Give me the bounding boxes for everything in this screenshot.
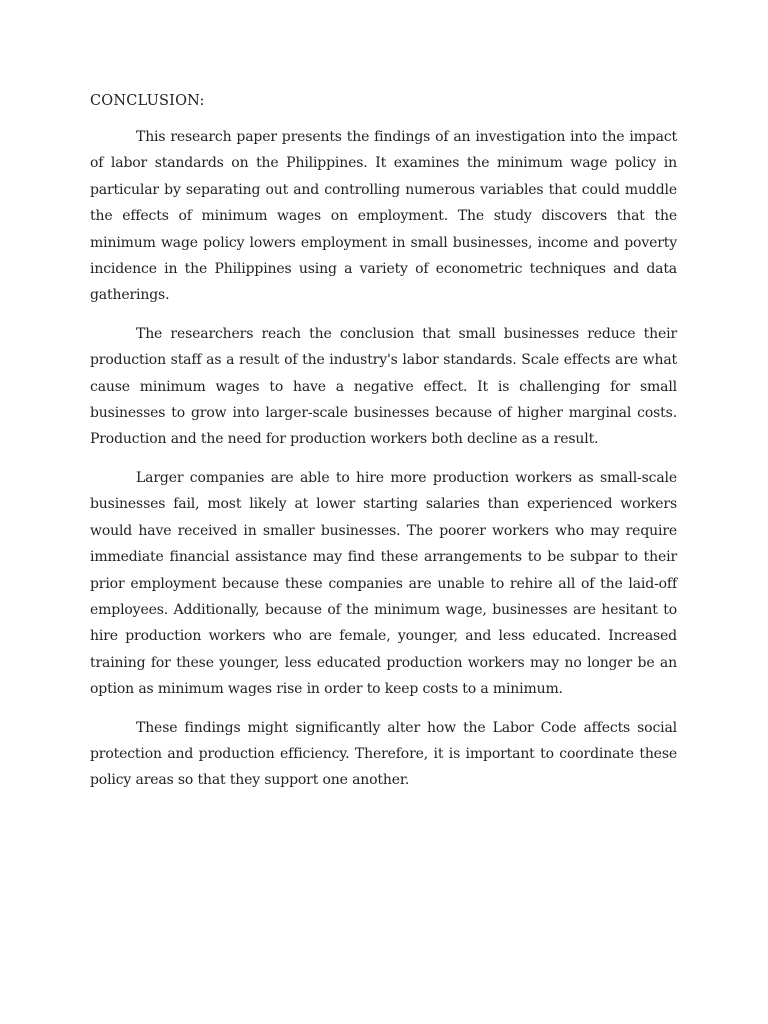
paragraph-4: These findings might significantly alter how the Labor Code affects social protection and production efficiency. Therefore, it is important to coordinate these policy areas so that they support one another. <box>90 719 677 789</box>
paragraph-1: This research paper presents the findings of an investigation into the impact of labor standards on the Philippines. It examines the minimum wage policy in particular by separating out and controlling numerous variables that could muddle the effects of minimum wages on employment. The study discovers that the minimum wage policy lowers employment in small businesses, income and poverty incidence in the Philippines using a variety of econometric techniques and data gatherings. <box>90 129 677 304</box>
document-body <box>90 90 677 806</box>
paragraph-2: The researchers reach the conclusion that small businesses reduce their production staff as a result of the industry's labor standards. Scale effects are what cause minimum wages to have a negative effect. It is challenging for small businesses to grow into larger-scale businesses because of higher marginal costs. Production and the need for production workers both decline as a result. <box>90 325 677 448</box>
section-heading: CONCLUSION: <box>90 93 205 109</box>
paragraph-3: Larger companies are able to hire more production workers as small-scale businesses fail, most likely at lower starting salaries than experienced workers would have received in smaller businesses. The poorer workers who may require immediate financial assistance may find these arrangements to be subpar to their prior employment because these companies are unable to rehire all of the laid-off employees. Additionally, because of the minimum wage, businesses are hesitant to hire production workers who are female, younger, and less educated. Increased training for these younger, less educated production workers may no longer be an option as minimum wages rise in order to keep costs to a minimum. <box>90 469 677 698</box>
